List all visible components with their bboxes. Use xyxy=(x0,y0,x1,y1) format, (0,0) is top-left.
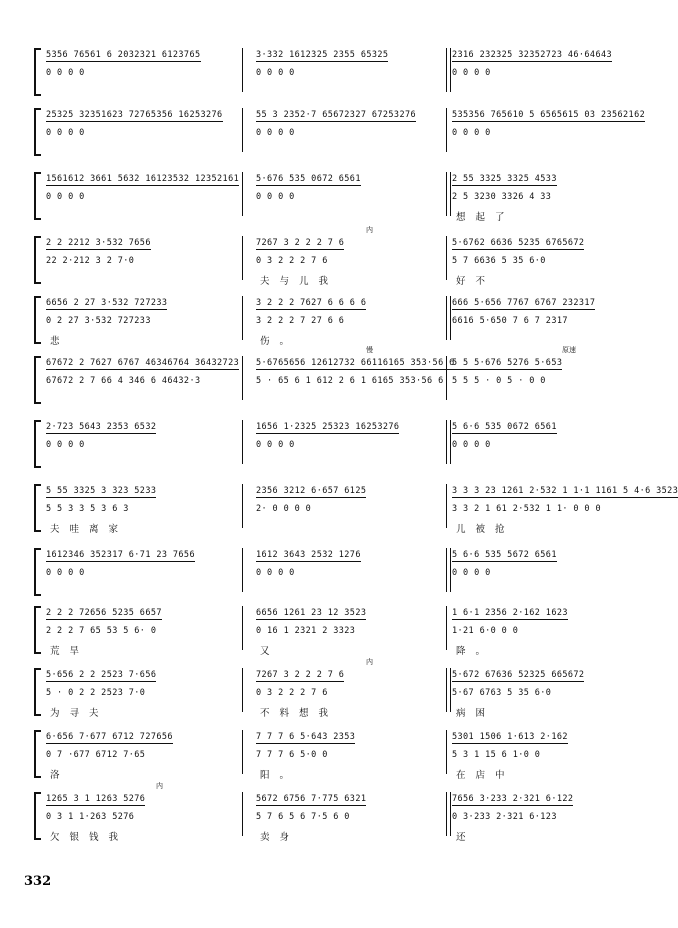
system-bracket xyxy=(34,606,41,654)
lyric-text: 还 xyxy=(456,832,476,843)
system-bracket xyxy=(34,296,41,344)
accompaniment-notation: 3 2 2 2 7 27 6 6 xyxy=(256,316,345,326)
bar-line xyxy=(446,668,451,712)
melody-notation: 535356 765610 5 6565615 03 23562162 xyxy=(452,110,646,120)
bar-line xyxy=(446,606,447,650)
score-system xyxy=(34,606,634,664)
melody-notation: 55 3 2352·7 65672327 67253276 xyxy=(256,110,417,120)
melody-notation: 5·6762 6636 5235 6765672 xyxy=(452,238,585,248)
melody-notation: 1561612 3661 5632 16123532 12352161 xyxy=(46,174,240,184)
accompaniment-notation: 5 5 5 · 0 5 · 0 0 xyxy=(452,376,546,386)
accompaniment-notation: 3 3 2 1 61 2·532 1 1· 0 0 0 xyxy=(452,504,601,514)
system-bracket xyxy=(34,548,41,596)
system-bracket xyxy=(34,48,41,96)
accompaniment-notation: 22 2·212 3 2 7·0 xyxy=(46,256,135,266)
accompaniment-notation: 6616 5·650 7 6 7 2317 xyxy=(452,316,568,326)
page-number: 332 xyxy=(24,874,52,889)
bar-line xyxy=(242,356,243,400)
lyric-text: 悲 xyxy=(50,336,70,347)
lyric-text: 病困 xyxy=(456,708,496,719)
melody-notation: 3 3 3 23 1261 2·532 1 1·1 1161 5 4·6 3523 xyxy=(452,486,678,496)
melody-notation: 1265 3 1 1263 5276 xyxy=(46,794,146,804)
melody-notation: 666 5·656 7767 6767 232317 xyxy=(452,298,596,308)
melody-notation: 2356 3212 6·657 6125 xyxy=(256,486,367,496)
bar-line xyxy=(446,108,447,152)
melody-notation: 5 5 5·676 5276 5·653 xyxy=(452,358,563,368)
accompaniment-notation: 0 0 0 0 xyxy=(46,568,85,578)
lyric-text: 洛 xyxy=(50,770,70,781)
bar-line xyxy=(242,172,243,216)
melody-notation: 1656 1·2325 25323 16253276 xyxy=(256,422,400,432)
melody-notation: 5 6·6 535 0672 6561 xyxy=(452,422,557,432)
melody-notation: 1612 3643 2532 1276 xyxy=(256,550,361,560)
accompaniment-notation: 0 0 0 0 xyxy=(256,440,295,450)
bar-line xyxy=(242,296,243,340)
accompaniment-notation: 1·21 6·0 0 0 xyxy=(452,626,519,636)
accompaniment-notation: 0 0 0 0 xyxy=(46,128,85,138)
bar-line xyxy=(446,420,451,464)
bar-line xyxy=(242,792,243,836)
bar-line xyxy=(446,730,447,774)
melody-notation: 6656 2 27 3·532 727233 xyxy=(46,298,168,308)
accompaniment-notation: 67672 2 7 66 4 346 6 46432·3 xyxy=(46,376,201,386)
accompaniment-notation: 5 7 6636 5 35 6·0 xyxy=(452,256,546,266)
melody-notation: 67672 2 7627 6767 46346764 36432723 xyxy=(46,358,240,368)
bar-line xyxy=(446,548,451,592)
accompaniment-notation: 0 0 0 0 xyxy=(46,440,85,450)
system-bracket xyxy=(34,730,41,778)
melody-notation: 2 2 2 72656 5235 6657 xyxy=(46,608,162,618)
lyric-text: 不料想我 xyxy=(260,708,339,719)
system-bracket xyxy=(34,668,41,716)
lyric-text: 儿被抢 xyxy=(456,524,515,535)
bar-line xyxy=(242,606,243,650)
melody-notation: 1612346 352317 6·71 23 7656 xyxy=(46,550,195,560)
accompaniment-notation: 5 7 6 5 6 7·5 6 0 xyxy=(256,812,350,822)
melody-notation: 5 6·6 535 5672 6561 xyxy=(452,550,557,560)
accompaniment-notation: 0 0 0 0 xyxy=(452,568,491,578)
bar-line xyxy=(242,48,243,92)
score-system xyxy=(34,658,634,726)
melody-notation: 5 55 3325 3 323 5233 xyxy=(46,486,157,496)
melody-notation: 2·723 5643 2353 6532 xyxy=(46,422,157,432)
lyric-text: 夫哇离家 xyxy=(50,524,129,535)
system-bracket xyxy=(34,484,41,532)
accompaniment-notation: 2· 0 0 0 0 xyxy=(256,504,312,514)
lyric-text: 夫与儿我 xyxy=(260,276,339,287)
melody-notation: 7267 3 2 2 2 7 6 xyxy=(256,670,345,680)
accompaniment-notation: 5 5 3 3 5 3 6 3 xyxy=(46,504,129,514)
lyric-text: 又 xyxy=(260,646,280,657)
melody-notation: 6656 1261 23 12 3523 xyxy=(256,608,367,618)
melody-notation: 5301 1506 1·613 2·162 xyxy=(452,732,568,742)
melody-notation: 1 6·1 2356 2·162 1623 xyxy=(452,608,568,618)
bar-line xyxy=(446,236,447,280)
accompaniment-notation: 0 3 2 2 2 7 6 xyxy=(256,256,328,266)
performance-mark: 内 xyxy=(156,782,163,790)
lyric-text: 荒旱 xyxy=(50,646,90,657)
bar-line xyxy=(242,730,243,774)
bar-line xyxy=(242,668,243,712)
score-system xyxy=(34,782,634,850)
lyric-text: 想起了 xyxy=(456,212,515,223)
score-system xyxy=(34,226,634,294)
melody-notation: 7 7 7 6 5·643 2353 xyxy=(256,732,356,742)
melody-notation: 5·656 2 2 2523 7·656 xyxy=(46,670,157,680)
accompaniment-notation: 0 0 0 0 xyxy=(256,128,295,138)
bar-line xyxy=(446,296,451,340)
accompaniment-notation: 0 0 0 0 xyxy=(46,68,85,78)
melody-notation: 7267 3 2 2 2 7 6 xyxy=(256,238,345,248)
bar-line xyxy=(446,172,451,216)
melody-notation: 5356 76561 6 2032321 6123765 xyxy=(46,50,201,60)
accompaniment-notation: 0 3·233 2·321 6·123 xyxy=(452,812,557,822)
melody-notation: 5672 6756 7·775 6321 xyxy=(256,794,367,804)
performance-mark: 慢 xyxy=(366,346,373,354)
accompaniment-notation: 0 0 0 0 xyxy=(452,68,491,78)
score-system xyxy=(34,48,634,106)
accompaniment-notation: 7 7 7 6 5·0 0 xyxy=(256,750,328,760)
bar-line xyxy=(446,48,451,92)
performance-mark: 内 xyxy=(366,658,373,666)
bar-line xyxy=(242,420,243,464)
accompaniment-notation: 0 0 0 0 xyxy=(256,568,295,578)
performance-mark: 内 xyxy=(366,226,373,234)
melody-notation: 5·672 67636 52325 665672 xyxy=(452,670,585,680)
melody-notation: 2 55 3325 3325 4533 xyxy=(452,174,557,184)
accompaniment-notation: 0 3 1 1·263 5276 xyxy=(46,812,135,822)
system-bracket xyxy=(34,172,41,220)
melody-notation: 3 2 2 2 7627 6 6 6 6 xyxy=(256,298,367,308)
accompaniment-notation: 0 0 0 0 xyxy=(46,192,85,202)
accompaniment-notation: 0 0 0 0 xyxy=(452,440,491,450)
accompaniment-notation: 0 3 2 2 2 7 6 xyxy=(256,688,328,698)
accompaniment-notation: 5 · 65 6 1 612 2 6 1 6165 353·56 6 xyxy=(256,376,444,386)
system-bracket xyxy=(34,236,41,284)
system-bracket xyxy=(34,108,41,156)
score-system xyxy=(34,484,678,542)
bar-line xyxy=(242,108,243,152)
lyric-text: 欠银钱我 xyxy=(50,832,129,843)
score-system xyxy=(34,346,634,414)
accompaniment-notation: 0 2 27 3·532 727233 xyxy=(46,316,151,326)
melody-notation: 3·332 1612325 2355 65325 xyxy=(256,50,389,60)
lyric-text: 卖身 xyxy=(260,832,300,843)
accompaniment-notation: 5 3 1 15 6 1·0 0 xyxy=(452,750,541,760)
system-bracket xyxy=(34,792,41,840)
accompaniment-notation: 5·67 6763 5 35 6·0 xyxy=(452,688,552,698)
score-system xyxy=(34,730,634,788)
melody-notation: 5·676 535 0672 6561 xyxy=(256,174,361,184)
lyric-text: 在店中 xyxy=(456,770,515,781)
accompaniment-notation: 0 0 0 0 xyxy=(452,128,491,138)
score-system xyxy=(34,420,634,478)
melody-notation: 25325 32351623 72765356 16253276 xyxy=(46,110,223,120)
accompaniment-notation: 2 2 2 7 65 53 5 6· 0 xyxy=(46,626,157,636)
melody-notation: 2 2 2212 3·532 7656 xyxy=(46,238,151,248)
bar-line xyxy=(242,548,243,592)
lyric-text: 阳。 xyxy=(260,770,300,781)
bar-line xyxy=(446,792,451,836)
score-system xyxy=(34,172,634,230)
bar-line xyxy=(242,236,243,280)
melody-notation: 7656 3·233 2·321 6·122 xyxy=(452,794,574,804)
accompaniment-notation: 0 7 ·677 6712 7·65 xyxy=(46,750,146,760)
melody-notation: 6·656 7·677 6712 727656 xyxy=(46,732,173,742)
bar-line xyxy=(242,484,243,528)
system-bracket xyxy=(34,420,41,468)
bar-line xyxy=(446,484,447,528)
melody-notation: 5·6765656 12612732 66116165 353·56 6 xyxy=(256,358,455,368)
accompaniment-notation: 0 0 0 0 xyxy=(256,68,295,78)
performance-mark: 原速 xyxy=(562,346,576,354)
accompaniment-notation: 2 5 3230 3326 4 33 xyxy=(452,192,552,202)
system-bracket xyxy=(34,356,41,404)
accompaniment-notation: 0 0 0 0 xyxy=(256,192,295,202)
score-system xyxy=(34,548,634,606)
lyric-text: 为寻夫 xyxy=(50,708,109,719)
score-system xyxy=(34,296,634,354)
accompaniment-notation: 5 · 0 2 2 2523 7·0 xyxy=(46,688,146,698)
score-system xyxy=(34,108,646,166)
lyric-text: 好不 xyxy=(456,276,496,287)
melody-notation: 2316 232325 32352723 46·64643 xyxy=(452,50,613,60)
accompaniment-notation: 0 16 1 2321 2 3323 xyxy=(256,626,356,636)
lyric-text: 降。 xyxy=(456,646,496,657)
lyric-text: 伤。 xyxy=(260,336,300,347)
